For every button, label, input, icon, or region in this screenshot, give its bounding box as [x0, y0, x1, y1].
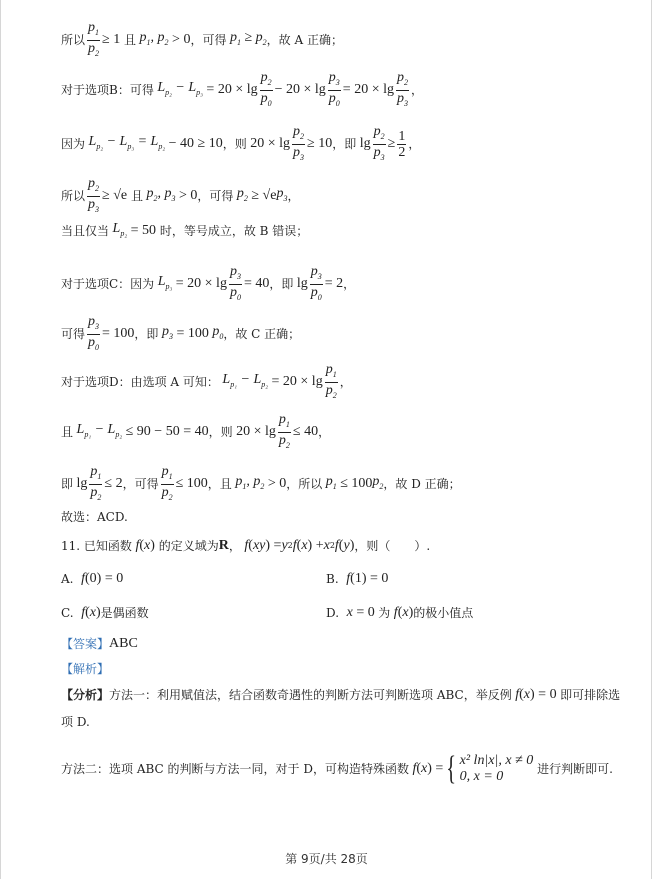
text: 已知函数 — [83, 539, 132, 553]
text: ，即 — [332, 137, 357, 152]
text: 对于选项C：因为 — [61, 277, 155, 292]
method-two-line: 方法二：选项 ABC 的判断与方法一同，对于 D，可构造特殊函数 f ( x ) = { x² ln|x|, x ≠ 0 0, x = 0 进行判断即可. — [61, 750, 613, 787]
text: 对于选项D：由选项 A 可知： — [61, 375, 219, 390]
page-right-border — [651, 0, 652, 879]
solution-line-c-conclusion: 可得 $\frac{p_3}{p_0}$ = 100 ，即 $p_3$ = 100 $p_0$ ，故 C 正确； — [61, 314, 301, 352]
case-2: 0, x = 0 — [459, 769, 504, 784]
text: ，可得 — [122, 477, 159, 492]
text: 所以 — [61, 33, 86, 48]
text: 且 — [130, 189, 143, 204]
text: ，故 A 正确； — [266, 33, 343, 48]
text: ，可得 — [190, 33, 227, 48]
case-1: x² ln|x|, x ≠ 0 — [459, 753, 534, 768]
solution-line-b-sqrt-e: 所以 $\frac{p_2}{p_3}$ ≥ √e 且 $p_2$, $p_3$ > 0 ，可得 $p_2$ ≥ √e $p_3$ ， — [61, 176, 300, 214]
text: 故选：ACD. — [61, 510, 128, 524]
text: ，且 — [207, 477, 232, 492]
text: ，可得 — [197, 189, 234, 204]
text: 进行判断即可. — [537, 762, 613, 776]
text: ，即 — [134, 327, 159, 342]
answer-value: ABC — [109, 636, 138, 651]
answer-tag: 【答案】 — [61, 637, 110, 651]
text: 时，等号成立，故 B 错误； — [159, 224, 309, 239]
text: 项 D. — [61, 715, 90, 729]
text: ，故 C 正确； — [223, 327, 301, 342]
text: 因为 — [61, 137, 86, 152]
option-label: B. — [326, 572, 339, 586]
option-label: D. — [326, 606, 340, 620]
text: ，则（ ）. — [354, 539, 431, 553]
analysis-tag: 【解析】 — [61, 662, 110, 676]
solution-line-d-conclusion: 即 lg $\frac{p_1}{p_2}$ ≤ 2 ，可得 $\frac{p_1}{p_2}$ ≤ 100 ，且 $p_1$, $p_2$ > 0 ，所以 $p_1$ ≤ 100 $p_2$ ，故 D 正确； — [61, 464, 461, 502]
solution-line-c-derivation: 对于选项C：因为 $L_{p_3}$ = 20 × lg $\frac{p_3}{p_0}$ = 40 ，即 lg $\frac{p_3}{p_0}$ = 2 ， — [61, 264, 356, 302]
question-number: 11. — [61, 539, 81, 553]
option-label: A. — [61, 572, 74, 586]
fraction-p1-p2: $\frac{p_1}{p_2}$ — [88, 20, 100, 58]
solution-final-choice — [61, 510, 128, 524]
text: 且 — [61, 425, 74, 440]
solution-line-d-derivation: 对于选项D：由选项 A 可知： $L_{p_1} - L_{p_2}$ = 20 × lg $\frac{p_1}{p_2}$ ， — [61, 362, 352, 400]
page-footer: 第 9页/共 28页 — [285, 852, 368, 866]
domain-R: R — [218, 538, 229, 553]
solution-line-b-inequality: 因为 $L_{p_2} - L_{p_3} = L_{p_2}$ − 40 ≥ 10 ，则 20 × lg $\frac{p_2}{p_3}$ ≥ 10 ，即 lg $\frac{p_2}{p_3}$ ≥ $\frac{1}{2}$ ， — [61, 124, 421, 162]
solution-line-d-inequality: 且 $L_{p_1} - L_{p_2}$ ≤ 90 − 50 = 40 ，则 20 × lg $\frac{p_1}{p_2}$ ≤ 40 ， — [61, 412, 331, 450]
text: ，则 — [208, 425, 233, 440]
text: ， — [228, 539, 241, 553]
option-label: C. — [61, 606, 74, 620]
text: 所以 — [61, 189, 86, 204]
text: 方法一：利用赋值法，结合函数奇遇性的判断方法可判断选项 ABC，举反例 — [109, 688, 512, 702]
text: 的定义域为 — [158, 539, 219, 553]
page-left-border — [0, 0, 1, 879]
text: 对于选项B：可得 — [61, 83, 154, 98]
method-one-line: 【分析】 方法一：利用赋值法，结合函数奇遇性的判断方法可判断选项 ABC，举反例 f ( x ) = 0 即可排除选 — [61, 687, 621, 702]
option-a: A. f (0) = 0 — [61, 571, 124, 586]
text: 方法二：选项 ABC 的判断与方法一同，对于 D，可构造特殊函数 — [61, 762, 409, 776]
text: 即可排除选 — [560, 688, 621, 702]
solution-line-b-conclusion: 当且仅当 $L_{p_2}$ = 50 时，等号成立，故 B 错误； — [61, 221, 309, 239]
text: 可得 — [61, 327, 86, 342]
option-d: D. x = 0 为 f ( x ) 的极小值点 — [326, 605, 474, 620]
text: ，则 — [222, 137, 247, 152]
text: ，即 — [269, 277, 294, 292]
text: 即 — [61, 477, 74, 492]
analysis-tag-line — [61, 662, 109, 676]
text: 是偶函数 — [100, 606, 149, 620]
text: 为 — [378, 606, 391, 620]
option-c: C. f ( x ) 是偶函数 — [61, 605, 149, 620]
text: 且 — [124, 33, 137, 48]
question-11-stem: 11. 已知函数 f ( x ) 的定义域为 R ， f ( xy ) = y 2 f ( x ) + x 2 f ( y ) ，则（ ）. — [61, 538, 431, 553]
method-one-wrap — [61, 715, 90, 729]
text: 当且仅当 — [61, 224, 110, 239]
fenxi-tag: 【分析】 — [61, 688, 110, 702]
solution-line-b-derivation: 对于选项B：可得 $L_{p_2} - L_{p_3}$ = 20 × lg $\frac{p_2}{p_0}$ − 20 × lg $\frac{p_3}{p_0}$ = 20 × lg $\frac{p_2}{p_3}$ ， — [61, 70, 423, 108]
text: 的极小值点 — [413, 606, 474, 620]
option-b: B. f (1) = 0 — [326, 571, 389, 586]
text: ，故 D 正确； — [383, 477, 461, 492]
solution-line-a-conclusion: 所以 $\frac{p_1}{p_2}$ ≥ 1 且 $p_1$, $p_2$ > 0 ，可得 $p_1 \ge p_2$ ，故 A 正确； — [61, 20, 343, 61]
answer-line — [61, 637, 138, 651]
text: ，所以 — [286, 477, 323, 492]
piecewise-function: { x² ln|x|, x ≠ 0 0, x = 0 — [446, 750, 534, 787]
